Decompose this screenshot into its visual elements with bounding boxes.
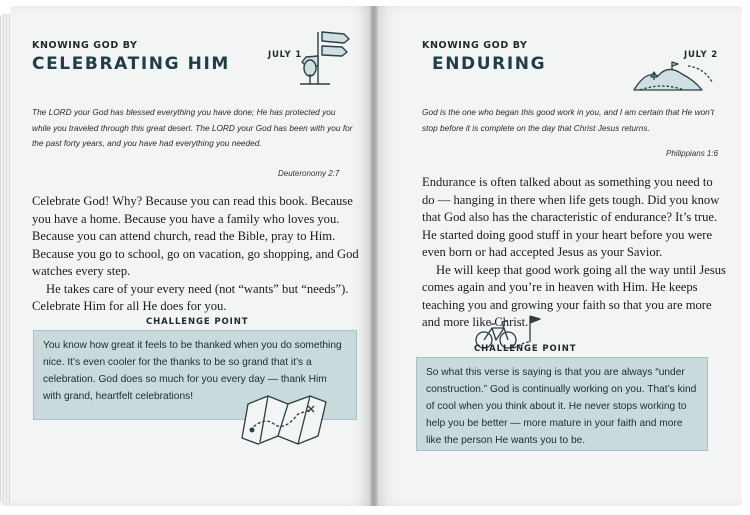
left-paragraph-1: Celebrate God! Why? Because you can read this book. Because you have a home. Because you have a family who loves you. Because you can attend church, read the Bible, pray to Him. Because you go to school, go on vacation, go shopping, and God watches every step. xyxy=(32,194,359,278)
right-verse-ref: Philippians 1:6 xyxy=(666,149,719,158)
right-kicker: KNOWING GOD BY xyxy=(422,40,528,51)
right-challenge-box xyxy=(416,357,708,451)
book-gutter xyxy=(370,6,378,506)
signpost-icon xyxy=(300,24,358,92)
right-headline: ENDURING xyxy=(432,54,547,74)
left-date: JULY 1 xyxy=(268,50,302,60)
right-paragraph-1: Endurance is often talked about as something you need to do — hanging in there when life gets tough. Did you know that God also has the characteristic of endurance? It’s true. He started doing good stuff in your heart before you were even born or had accepted Jesus as your Savior. xyxy=(422,175,720,259)
left-kicker: KNOWING GOD BY xyxy=(32,40,138,51)
left-paragraph-2: He takes care of your every need (not “wants” but “needs”). Celebrate Him for all He does for you. xyxy=(32,281,349,313)
map-icon xyxy=(238,390,334,450)
right-verse: God is the one who began this good work in you, and I am certain that He won’t stop before it is complete on the day that Christ Jesus returns. xyxy=(422,107,714,133)
left-verse: The LORD your God has blessed everything you have done; He has protected you while you traveled through this great desert. The LORD your God has been with you for the past forty years, and you have had everything you needed. xyxy=(32,107,353,148)
left-verse-ref: Deuteronomy 2:7 xyxy=(278,169,340,178)
left-headline: CELEBRATING HIM xyxy=(32,54,230,74)
left-challenge-label: CHALLENGE POINT xyxy=(146,317,249,327)
right-challenge-text: So what this verse is saying is that you are always “under construction.” God is continually working on you. That’s kind of cool when you think about it. He never stops working to help you be better — more mature in your faith and more like the person He wants you to be. xyxy=(426,367,697,446)
right-body xyxy=(422,174,726,332)
left-page xyxy=(10,6,374,506)
left-body xyxy=(32,193,362,316)
right-challenge-label: CHALLENGE POINT xyxy=(474,344,577,354)
left-challenge-text: You know how great it feels to be thanked when you do something nice. It’s even cooler for the thanks to be so grand that it’s a celebration. God does so much for you every day — thank Him with grand, heartfelt celebrations! xyxy=(43,340,342,402)
right-date: JULY 2 xyxy=(684,50,718,60)
mountain-trail-icon xyxy=(632,60,716,94)
right-page xyxy=(374,6,742,506)
right-paragraph-2: He will keep that good work going all the way until Jesus comes again and you’re in heaven with Him. He keeps teaching you and growing your faith so that you are more and more like Christ. xyxy=(422,262,726,329)
